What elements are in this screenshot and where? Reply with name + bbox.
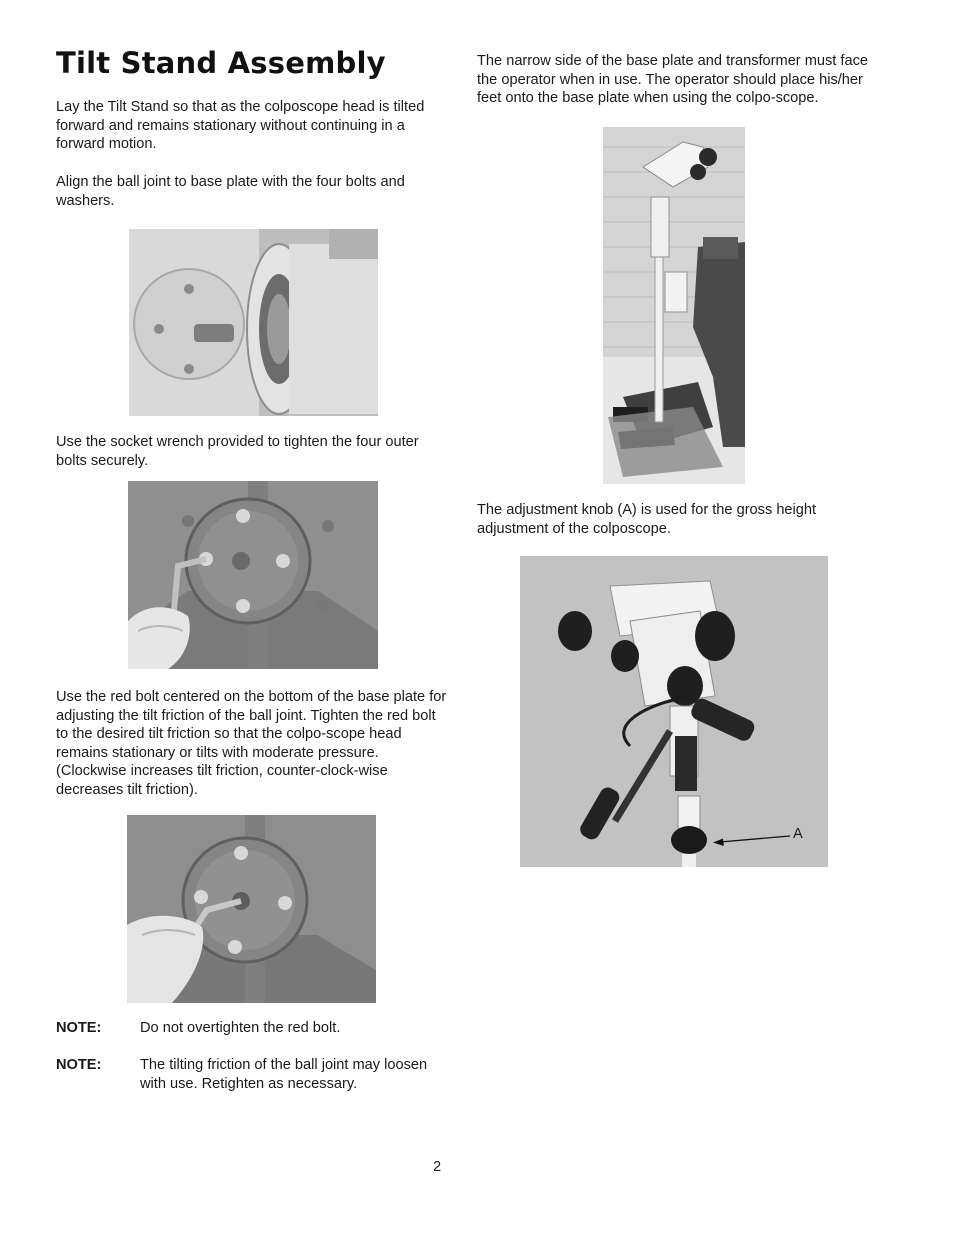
socket-wrench-photo: [128, 481, 378, 669]
ball-joint-base-plate-photo: [129, 229, 378, 416]
colposcope-adjustment-knob-photo: [520, 556, 828, 867]
operator-using-colposcope-photo: [603, 127, 745, 484]
callout-label-a: A: [793, 826, 803, 842]
note-text: The tilting friction of the ball joint may loosen with use. Retighten as necessary.: [140, 1057, 428, 1092]
note-text: Do not overtighten the red bolt.: [140, 1020, 341, 1036]
instruction-tighten-bolts: Use the socket wrench provided to tighten the four outer bolts securely.: [56, 434, 419, 469]
note-label: NOTE:: [56, 1057, 102, 1073]
instruction-base-plate-orientation: The narrow side of the base plate and transformer must face the operator when in use. The operator should place his/her feet onto the base plate when using the colpo-scope.: [477, 53, 868, 107]
instruction-adjustment-knob: The adjustment knob (A) is used for the gross height adjustment of the colposcope.: [477, 502, 817, 537]
red-bolt-adjustment-photo: [127, 815, 376, 1003]
page-title: Tilt Stand Assembly: [56, 46, 386, 80]
callout-arrow-icon: [710, 830, 795, 850]
note-label: NOTE:: [56, 1020, 102, 1036]
instruction-lay-stand: Lay the Tilt Stand so that as the colposcope head is tilted forward and remains stationary without continuing in a forward motion.: [56, 99, 425, 153]
instruction-red-bolt-friction: Use the red bolt centered on the bottom of the base plate for adjusting the tilt friction of the ball joint. Tighten the red bolt to the desired tilt friction so that the colpo-scope head remains stationary or tilts with moderate pressure. (Clockwise increases tilt friction, counter-clock-wise decreases tilt friction).: [56, 689, 447, 798]
page-number: 2: [432, 1159, 442, 1175]
instruction-align-ball-joint: Align the ball joint to base plate with the four bolts and washers.: [56, 174, 405, 209]
